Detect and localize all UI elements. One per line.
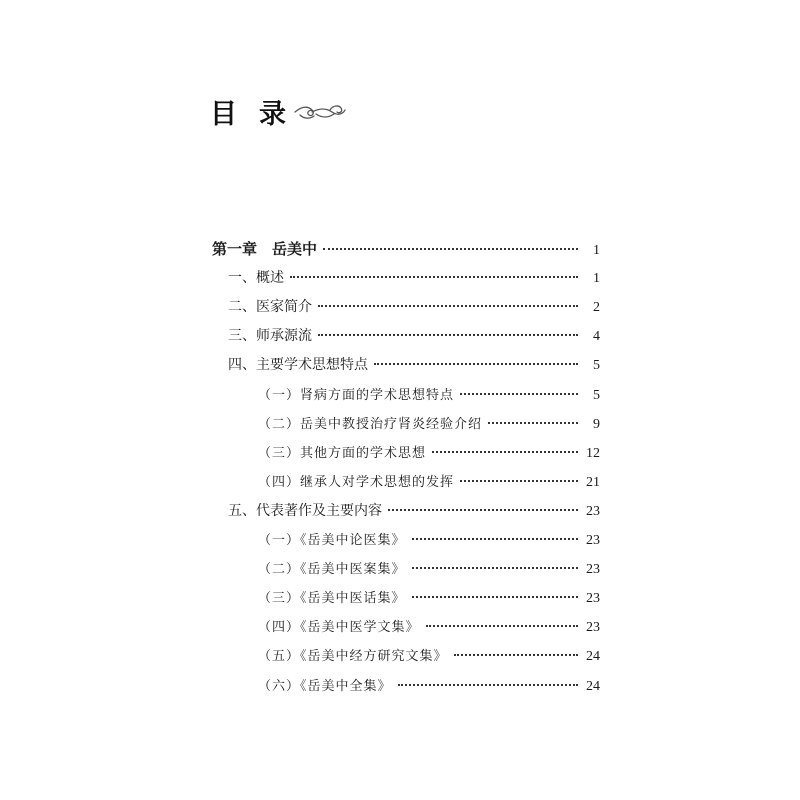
toc-entry-page-number: 5 <box>593 388 600 403</box>
toc-entry[interactable] <box>258 529 600 549</box>
dot-leader <box>454 654 578 656</box>
toc-entry-label: 二、医家简介 <box>228 299 312 315</box>
toc-entry-page-number: 21 <box>586 475 600 490</box>
toc-entry[interactable] <box>258 558 600 578</box>
dot-leader <box>323 248 578 250</box>
toc-entry-label: （四）《岳美中医学文集》 <box>258 620 420 635</box>
dot-leader <box>318 334 578 336</box>
toc-entry[interactable] <box>228 500 600 520</box>
toc-entry[interactable] <box>258 413 600 433</box>
toc-entry-page-number: 9 <box>593 417 600 432</box>
toc-entry[interactable] <box>258 471 600 491</box>
toc-entry-label: （五）《岳美中经方研究文集》 <box>258 649 448 664</box>
toc-entry-page-number: 1 <box>593 271 600 286</box>
toc-entry[interactable] <box>258 384 600 404</box>
toc-entry-label: （二）岳美中教授治疗肾炎经验介绍 <box>258 417 483 432</box>
dot-leader <box>398 684 578 686</box>
toc-entry-page-number: 2 <box>593 300 600 315</box>
dot-leader <box>412 596 578 598</box>
toc-entry-label: （六）《岳美中全集》 <box>258 679 392 694</box>
toc-entry-label: 一、概述 <box>228 270 284 286</box>
dot-leader <box>290 276 578 278</box>
toc-entry-label: （一）肾病方面的学术思想特点 <box>258 388 455 403</box>
dot-leader <box>318 305 578 307</box>
dot-leader <box>374 363 578 365</box>
toc-entry-page-number: 23 <box>586 620 600 635</box>
toc-entry-page-number: 23 <box>586 504 600 519</box>
toc-entry-label: 四、主要学术思想特点 <box>228 357 368 373</box>
title-char-1: 目 <box>210 99 237 130</box>
dot-leader <box>412 538 578 540</box>
toc-entry-page-number: 1 <box>593 243 600 258</box>
toc-entry-page-number: 24 <box>586 649 600 664</box>
toc-entry-label: 第一章 岳美中 <box>212 240 318 258</box>
toc-entry-page-number: 24 <box>586 679 600 694</box>
toc-entry-label: 五、代表著作及主要内容 <box>228 503 382 519</box>
toc-entry-page-number: 23 <box>586 533 600 548</box>
toc-entry-page-number: 4 <box>593 329 600 344</box>
title-char-2: 录 <box>259 99 286 130</box>
dot-leader <box>460 393 578 395</box>
toc-entry-page-number: 23 <box>586 562 600 577</box>
toc-entry-page-number: 23 <box>586 591 600 606</box>
toc-entry[interactable] <box>228 267 600 287</box>
dot-leader <box>488 422 578 424</box>
dot-leader <box>460 480 578 482</box>
toc-entry[interactable] <box>228 296 600 316</box>
dot-leader <box>388 509 578 511</box>
toc-entry-label: 三、师承源流 <box>228 328 312 344</box>
toc-entry[interactable] <box>258 587 600 607</box>
toc-entry[interactable] <box>258 675 600 695</box>
toc-entry[interactable] <box>228 354 600 374</box>
dot-leader <box>412 567 578 569</box>
dot-leader <box>426 625 578 627</box>
toc-entry-label: （二）《岳美中医案集》 <box>258 562 406 577</box>
toc-entry-label: （三）其他方面的学术思想 <box>258 446 427 461</box>
toc-entry[interactable] <box>212 238 600 259</box>
toc-entry[interactable] <box>228 325 600 345</box>
toc-entry[interactable] <box>258 645 600 665</box>
dot-leader <box>432 451 578 453</box>
toc-entry-page-number: 5 <box>593 358 600 373</box>
toc-entry-label: （三）《岳美中医话集》 <box>258 591 406 606</box>
toc-entry-page-number: 12 <box>586 446 600 461</box>
toc-entry-label: （四）继承人对学术思想的发挥 <box>258 475 455 490</box>
toc-entry[interactable] <box>258 442 600 462</box>
toc-entry[interactable] <box>258 616 600 636</box>
toc-entry-label: （一）《岳美中论医集》 <box>258 533 406 548</box>
